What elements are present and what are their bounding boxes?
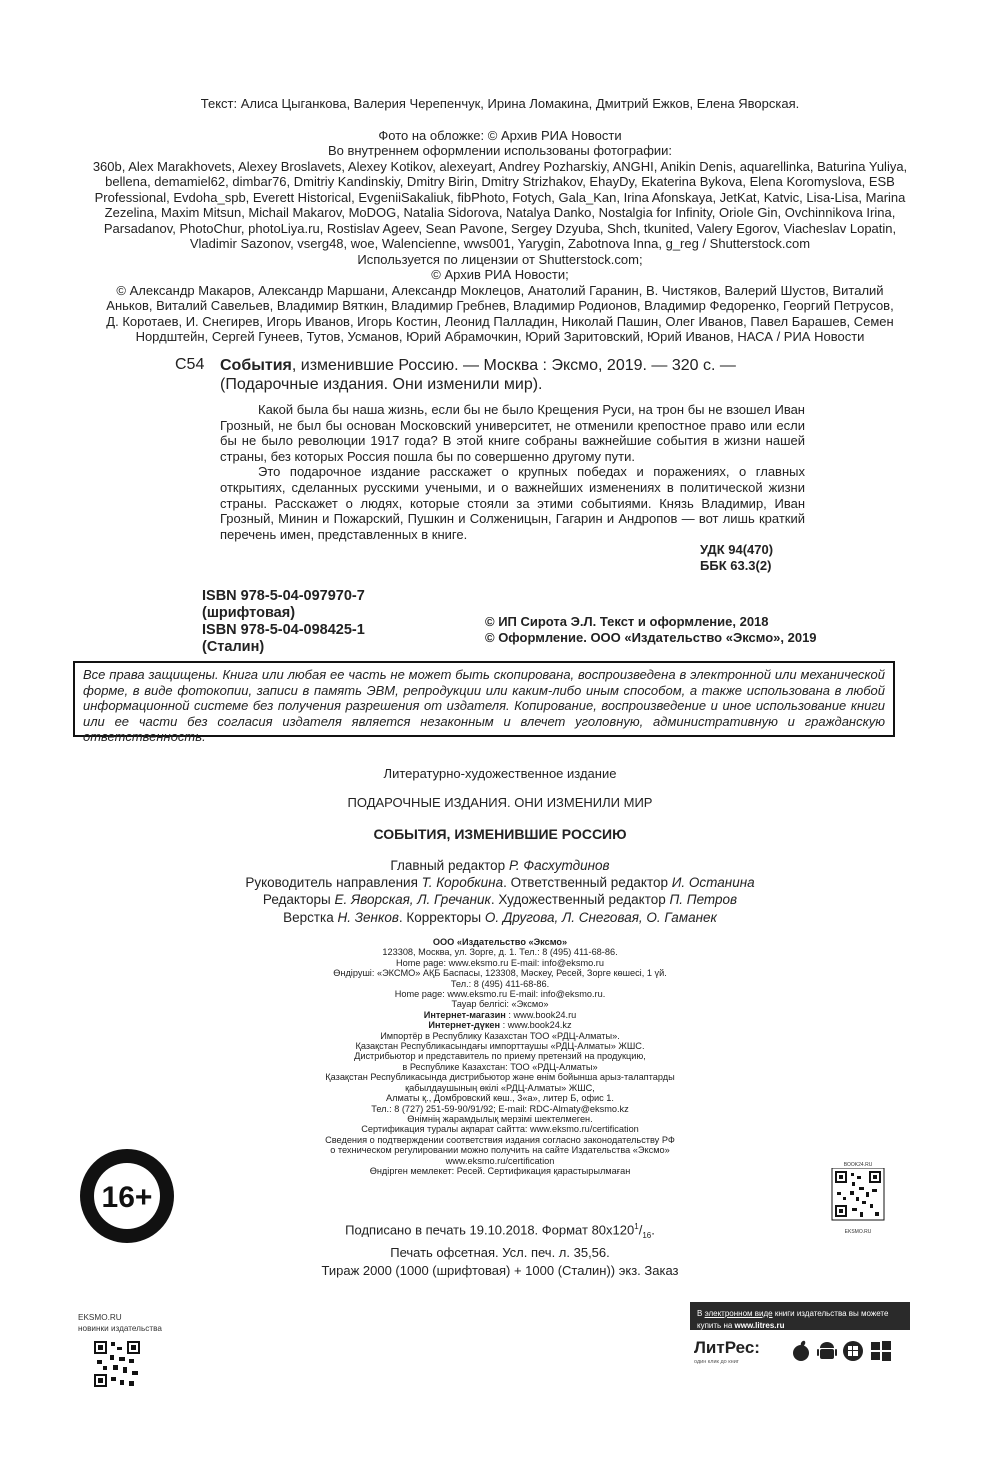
author-line: Нордштейн, Сергей Гунеев, Тутов, Усманов, Юрий Абрамочкин, Юрий Заритовский, Юрий Иванов, НАСА / РИА Новости (135, 329, 865, 344)
eksmo-qr-icon (93, 1340, 141, 1388)
publisher-line: Қазақстан Республикасындағы импорттаушы «РДЦ-Алматы» ЖШС. (355, 1041, 645, 1052)
ria-line: © Архив РИА Новости; (431, 267, 569, 282)
publisher-line: қабылдаушының өкілі «РДЦ-Алматы» ЖШС, (405, 1082, 595, 1093)
editor-name: Е. Яворская, Л. Гречаник (334, 892, 491, 908)
editor-name: Н. Зенков (337, 909, 399, 925)
publisher-line: Тел.: 8 (495) 411-68-86. (450, 978, 550, 989)
publisher-line: Өндірген мемлекет: Ресей. Сертификация қарастырылмаған (369, 1165, 631, 1176)
qr-bottom-label: EKSMO.RU (844, 1229, 872, 1235)
isbn-1-note: (шрифтовая) (202, 605, 296, 621)
isbn-1: ISBN 978-5-04-097970-7 (202, 588, 365, 604)
book-title-rest: , изменившие Россию. — Москва : Эксмо, 2019. — 320 с. — (291, 357, 736, 374)
role-label: Верстка (283, 909, 338, 925)
rights-notice-box (73, 661, 895, 744)
android-icon[interactable] (817, 1340, 837, 1362)
classification-codes (700, 542, 803, 574)
litres-text: книги издательства вы можете купить на (697, 1309, 889, 1330)
publisher-line: Сертификация туралы ақпарат сайтта: www.eksmo.ru/certification (361, 1124, 639, 1135)
photographer-line: Professional, Evdoha_spb, Everett Historical, EvgeniiSakaliuk, fibPhoto, Fotych, Gala_Kan, Irina Afonskaya, JetKat, Katvic, Lisa-Lisa, Marina (94, 189, 906, 205)
photographer-line: bellena, demamiel62, dimbar76, Dmitriy Kandinskiy, Dmitry Birin, Dmitry Strizhakov, EhayDy, Ekaterina Bykova, Elena Koromyslova, ESB (105, 174, 895, 189)
publisher-line: Home page: www.eksmo.ru E-mail: info@eksmo.ru. (394, 989, 606, 1000)
edition-genre: Литературно-художественное издание (383, 766, 617, 781)
annotation (220, 402, 805, 542)
publisher-name: ООО «Издательство «Эксмо» (432, 937, 568, 947)
text-credit: Текст: Алиса Цыганкова, Валерия Черепенчук, Ирина Ломакина, Дмитрий Ежков, Елена Яворская. (200, 96, 800, 111)
role-label: Руководитель направления (245, 875, 422, 891)
editor-name: Р. Фасхутдинов (508, 858, 610, 873)
publisher-line: Қазақстан Республикасында дистрибьютор және өнім бойынша арыз-талаптарды (325, 1072, 675, 1083)
age-rating-badge (78, 1147, 176, 1245)
litres-promo[interactable] (690, 1302, 910, 1378)
publisher-line: Алматы қ., Домбровский көш., 3«а», литер Б, офис 1. (386, 1093, 614, 1104)
publisher-line: в Республике Казахстан: ТОО «РДЦ-Алматы» (402, 1061, 598, 1072)
dukeni-label: Интернет-дүкен (428, 1020, 501, 1031)
dukeni-url: : www.book24.kz (500, 1020, 572, 1031)
windows-icon[interactable] (870, 1340, 892, 1362)
publisher-line: Импортёр в Республику Казахстан ТОО «РДЦ-Алматы». (380, 1030, 620, 1041)
book-series: (Подарочные издания. Они изменили мир). (220, 376, 543, 393)
shop-label: Интернет-магазин (423, 1009, 506, 1020)
litres-text: В (697, 1309, 705, 1318)
print-run: Тираж 2000 (1000 (шрифтовая) + 1000 (Сталин)) экз. Заказ (321, 1262, 679, 1278)
publisher-line: Дистрибьютор и представитель по приему претензий на продукцию, (354, 1051, 646, 1062)
editor-name: Т. Коробкина (421, 875, 504, 891)
editor-name: О. Другова, Л. Снеговая, О. Гаманек (484, 909, 717, 925)
age-rating-icon (78, 1147, 176, 1245)
role-label: Редакторы (262, 892, 335, 908)
publisher-line: Home page: www.eksmo.ru E-mail: info@eksmo.ru (396, 957, 604, 968)
litres-tagline: один клик до книг (694, 1359, 739, 1365)
litres-logo: ЛитРес: (694, 1338, 760, 1357)
role-label: Главный редактор (390, 858, 509, 873)
bbk-code: ББК 63.3(2) (700, 558, 772, 573)
litres-banner (690, 1302, 910, 1330)
litres-link-text: электронном виде (704, 1309, 773, 1318)
isbn-block (202, 588, 365, 656)
photographer-line: Zezelina, Maxim Mitsun, Michail Makarov, MoDOG, Natalia Sidorova, Natalya Danko, Nostalgia for Infinity, Oriole Gin, Ovchinnikova Irina, (104, 205, 896, 220)
print-signed-end: . (651, 1222, 655, 1238)
license-line: Используется по лицензии от Shutterstock.com; (357, 251, 643, 267)
role-label: . Корректоры (398, 909, 485, 925)
photographer-line: Vladimir Sazonov, vserg48, woe, Walencienne, wws001, Yarygin, Zabotnova Inna, g_reg / Shutterstock.com (189, 236, 811, 251)
edition-series: ПОДАРОЧНЫЕ ИЗДАНИЯ. ОНИ ИЗМЕНИЛИ МИР (347, 795, 653, 810)
publisher-line: 123308, Москва, ул. Зорге, д. 1. Тел.: 8 (495) 411-68-86. (382, 947, 618, 958)
photographer-line: 360b, Alex Marakhovets, Alexey Broslavets, Alexey Kotikov, alexeyart, Andrey Pozharskiy, ANGHI, Anikin Denis, aquarellinka, Baturina Yuliya, (92, 158, 908, 174)
author-line: Аньков, Виталий Савельев, Владимир Вяткин, Владимир Гребнев, Владимир Родионов, Владимир Федоренко, Георгий Петрусов, (106, 298, 894, 313)
photographer-line: Parsadanov, PhotoChur, photoLiya.ru, Rostislav Ageev, Sean Pavone, Sergey Dzyuba, Shch, tkunited, Valery Egorov, Viacheslav Lopatin, (103, 220, 897, 236)
copyright-line: © Оформление. ООО «Издательство «Эксмо», 2019 (485, 630, 817, 645)
inner-photos-heading: Во внутреннем оформлении использованы фотографии: (327, 143, 673, 158)
eksmo-site[interactable]: EKSMO.RU (78, 1313, 122, 1322)
copyright-line: © ИП Сирота Э.Л. Текст и оформление, 2018 (485, 614, 769, 629)
publisher-line: о техническом регулировании можно получить на сайте Издательства «Эксмо» (330, 1145, 670, 1156)
format-num: 1 (634, 1222, 639, 1231)
litres-site[interactable]: www.litres.ru (734, 1321, 785, 1330)
publisher-line: Тауар белгісі: «Эксмо» (451, 999, 549, 1010)
edition-title: СОБЫТИЯ, ИЗМЕНИВШИЕ РОССИЮ (373, 826, 627, 842)
publisher-line: www.eksmo.ru/certification (445, 1155, 555, 1166)
age-rating-text: 16+ (101, 1181, 153, 1214)
publisher-line: Тел.: 8 (727) 251-59-90/91/92; E-mail: RDC-Almaty@eksmo.kz (371, 1103, 629, 1114)
credits-block (70, 96, 930, 345)
format-den: 16 (642, 1230, 652, 1240)
cover-photo-credit: Фото на обложке: © Архив РИА Новости (378, 127, 622, 143)
publisher-line: Сведения о подтверждении соответствия издания согласно законодательству РФ (325, 1134, 675, 1145)
bibliographic-entry (220, 356, 815, 394)
annotation-paragraph: Какой была бы наша жизнь, если бы не было Крещения Руси, на трон бы не взошел Иван Грозный, не был бы основан Московский университет, не отменили крепостное право или если бы не было революции 1917 года? В этой книге собраны важнейшие события в жизни нашей страны, без которых Россия пошла бы по совершенно другому пути. (220, 402, 805, 464)
editor-name: И. Останина (671, 875, 755, 891)
annotation-paragraph: Это подарочное издание расскажет о крупных победах и поражениях, о главных открытиях, сделанных русскими учеными, и о важнейших изменениях в политической жизни страны. Расскажет о людях, которые стояли за этими событиями. Князь Владимир, Иван Грозный, Минин и Пожарский, Пушкин и Солженицын, Гагарин и Андропов — вот лишь краткий перечень имен, представленных в книге. (220, 464, 805, 542)
role-label: . Художественный редактор (490, 892, 670, 908)
book24-qr-block (828, 1162, 888, 1235)
role-label: . Ответственный редактор (503, 875, 672, 891)
eksmo-news: новинки издательства (78, 1324, 162, 1333)
editorial-staff (170, 857, 830, 926)
qr-top-label: BOOK24.RU (843, 1162, 873, 1168)
windows-phone-icon[interactable] (842, 1340, 864, 1362)
publisher-line: Өнімнің жарамдылық мерзімі шектелмеген. (407, 1113, 593, 1124)
book-title-bold: События (220, 357, 292, 374)
shop-url: : www.book24.ru (505, 1009, 577, 1020)
editor-name: П. Петров (669, 892, 738, 908)
qr-code-icon (828, 1168, 888, 1224)
catalog-code: С54 (175, 356, 205, 373)
publisher-info (250, 937, 750, 1176)
apple-icon[interactable] (790, 1340, 812, 1362)
eksmo-footer (78, 1312, 162, 1391)
copyright-block (485, 614, 817, 646)
author-line: © Александр Макаров, Александр Маршани, Александр Моклецов, Анатолий Гаранин, В. Чистяков, Валерий Шустов, Виталий (116, 282, 884, 298)
print-offset: Печать офсетная. Усл. печ. л. 35,56. (390, 1245, 610, 1261)
print-signed: Подписано в печать 19.10.2018. Формат 80x120 (345, 1222, 635, 1238)
isbn-2: ISBN 978-5-04-098425-1 (202, 622, 365, 638)
udk-code: УДК 94(470) (700, 542, 774, 557)
author-line: Д. Коротаев, И. Снегирев, Игорь Иванов, Игорь Костин, Леонид Палладин, Николай Пашин, Олег Иванов, Павел Барашев, Семен (106, 313, 894, 329)
publisher-line: Өндіруші: «ЭКСМО» АҚБ Баспасы, 123308, Мәскеу, Ресей, Зорге көшесі, 1 үй. (333, 968, 667, 979)
print-info: Подписано в печать 19.10.2018. Формат $80x120^1/_{16}$. Печать офсетная. Усл. печ. л. 35,56. Тираж 2000 (1000 (шрифтовая) + 1000 (Сталин)) экз. Заказ (250, 1218, 750, 1279)
rights-notice-text: Все права защищены. Книга или любая ее часть не может быть скопирована, воспроизведена в электронной или механической форме, в виде фотокопии, записи в память ЭВМ, репродукции или каким-либо иным способом, а также использована в любой информационной системе без получения разрешения от издателя. Копирование, воспроизведение и иное использование книги или ее части без согласия издателя является незаконным и влечет уголовную, административную и гражданскую ответственность. (83, 667, 885, 744)
isbn-2-note: (Сталин) (202, 639, 265, 655)
